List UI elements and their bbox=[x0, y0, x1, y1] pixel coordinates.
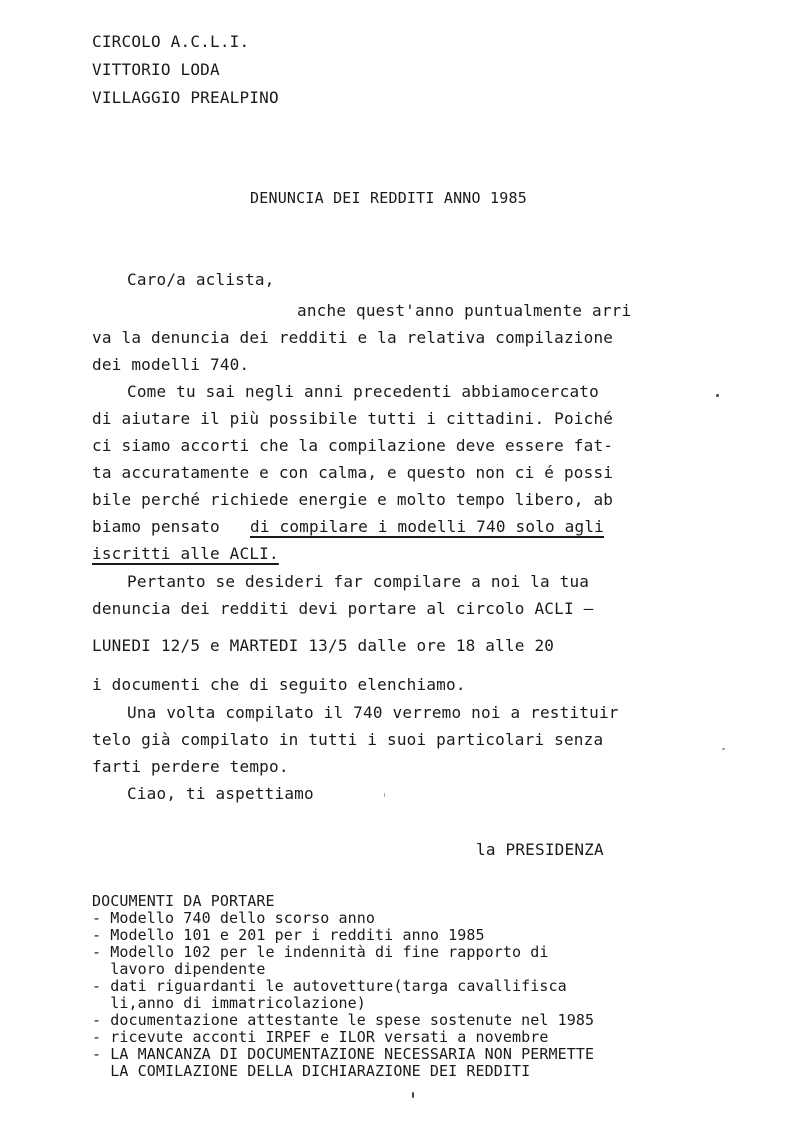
list-item: LA COMILAZIONE DELLA DICHIARAZIONE DEI REDDITI bbox=[92, 1062, 531, 1080]
underlined-text: di compilare i modelli 740 solo agli bbox=[250, 517, 604, 536]
paragraph-line: dei modelli 740. bbox=[92, 355, 250, 374]
list-item: lavoro dipendente bbox=[92, 960, 266, 978]
paragraph-line: anche quest'anno puntualmente arri bbox=[297, 301, 632, 320]
list-item: li,anno di immatricolazione) bbox=[92, 994, 366, 1012]
signature: la PRESIDENZA bbox=[476, 840, 604, 859]
header-name: VITTORIO LODA bbox=[92, 60, 220, 79]
list-item: - Modello 740 dello scorso anno bbox=[92, 909, 376, 927]
scan-speck bbox=[412, 1092, 414, 1098]
header-location: VILLAGGIO PREALPINO bbox=[92, 88, 279, 107]
schedule-line: LUNEDI 12/5 e MARTEDI 13/5 dalle ore 18 alle 20 bbox=[92, 636, 555, 655]
closing: Ciao, ti aspettiamo bbox=[127, 784, 314, 803]
documents-heading: DOCUMENTI DA PORTARE bbox=[92, 892, 275, 910]
document-title: DENUNCIA DEI REDDITI ANNO 1985 bbox=[250, 189, 527, 207]
scan-speck bbox=[716, 394, 719, 397]
list-item: - Modello 102 per le indennità di fine rapporto di bbox=[92, 943, 549, 961]
list-item: - dati riguardanti le autovetture(targa cavallifisca bbox=[92, 977, 567, 995]
paragraph-line: Come tu sai negli anni precedenti abbiamocercato bbox=[127, 382, 599, 401]
paragraph-line: telo già compilato in tutti i suoi particolari senza bbox=[92, 730, 604, 749]
scan-speck bbox=[384, 793, 385, 797]
paragraph-line: ci siamo accorti che la compilazione deve essere fat- bbox=[92, 436, 614, 455]
list-item: - Modello 101 e 201 per i redditi anno 1985 bbox=[92, 926, 485, 944]
paragraph-line: biamo pensato bbox=[92, 517, 220, 536]
paragraph-line: farti perdere tempo. bbox=[92, 757, 289, 776]
paragraph-line: i documenti che di seguito elenchiamo. bbox=[92, 675, 466, 694]
paragraph-line: Pertanto se desideri far compilare a noi la tua bbox=[127, 572, 590, 591]
paragraph-line: di aiutare il più possibile tutti i cittadini. Poiché bbox=[92, 409, 614, 428]
header-organization: CIRCOLO A.C.L.I. bbox=[92, 32, 250, 51]
underlined-text: iscritti alle ACLI. bbox=[92, 544, 279, 563]
greeting: Caro/a aclista, bbox=[127, 270, 275, 289]
list-item: - ricevute acconti IRPEF e ILOR versati a novembre bbox=[92, 1028, 549, 1046]
paragraph-line: Una volta compilato il 740 verremo noi a restituir bbox=[127, 703, 619, 722]
paragraph-line: bile perché richiede energie e molto tempo libero, ab bbox=[92, 490, 614, 509]
paragraph-line: denuncia dei redditi devi portare al circolo ACLI — bbox=[92, 599, 594, 618]
paragraph-line: ta accuratamente e con calma, e questo non ci é possi bbox=[92, 463, 614, 482]
list-item: - documentazione attestante le spese sostenute nel 1985 bbox=[92, 1011, 595, 1029]
paragraph-line: va la denuncia dei redditi e la relativa compilazione bbox=[92, 328, 614, 347]
scan-speck bbox=[722, 748, 725, 750]
list-item: - LA MANCANZA DI DOCUMENTAZIONE NECESSARIA NON PERMETTE bbox=[92, 1045, 595, 1063]
